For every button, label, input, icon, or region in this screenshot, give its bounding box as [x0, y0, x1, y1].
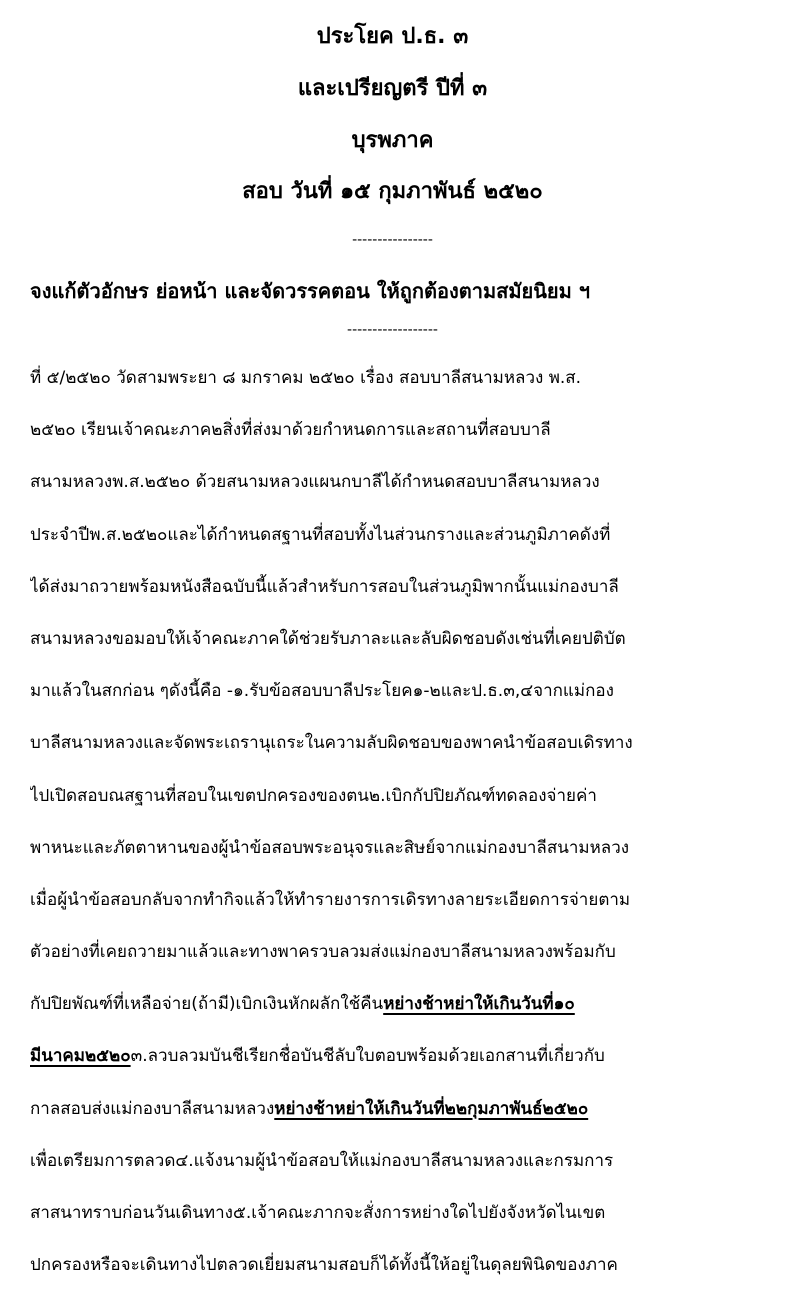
passage-line: ตัวอย่างที่เคยถวายมาแล้วและทางพาครวบลวมส่งแม่กองบาลีสนามหลวงพร้อมกับ: [30, 942, 616, 963]
underlined-deadline: มีนาคม๒๕๒๐: [30, 1046, 131, 1067]
underlined-deadline: หย่างช้าหย่าให้เกินวันที่๑๐: [383, 994, 575, 1015]
title-grade: และเปรียญตรี ปีที่ ๓: [297, 76, 488, 101]
passage-line: มาแล้วในสกก่อน ๆดังนี้คือ -๑.รับข้อสอบบาลีประโยค๑-๒และป.ธ.๓,๔จากแม่กอง: [30, 681, 614, 702]
exam-passage: [30, 364, 757, 1303]
passage-line: [30, 1095, 757, 1147]
passage-line: ปกครองหรือจะเดินทางไปตลวดเยี่ยมสนามสอบก็ได้ทั้งนี้ให้อยู่ในดุลยพินิดของภาค: [30, 1255, 618, 1276]
passage-line: สาสนาทราบก่อนวันเดินทาง๕.เจ้าคณะภากจะสั่งการหย่างใดไปยังจังหวัดไนเขต: [30, 1203, 606, 1223]
passage-line: พาหนะและภัตตาหานของผู้นำข้อสอบพระอนุจรและสิษย์จากแม่กองบาลีสนามหลวง: [30, 837, 630, 858]
passage-line: ได้ส่งมาถวายพร้อมหนังสือฉบับนี้แล้วสำหรับการสอบในส่วนภูมิพากนั้นแม่กองบาลี: [30, 576, 619, 597]
passage-line: บาลีสนามหลวงและจัดพระเถรานุเถระในความลับผิดชอบของพาคนำข้อสอบเดิรทาง: [30, 733, 633, 754]
passage-line: เพื่อเตรียมการตลวด๔.แจ้งนามผู้นำข้อสอบให้แม่กองบาลีสนามหลวงและกรมการ: [30, 1150, 614, 1171]
title-exam-level: ประโยค ป.ธ. ๓: [316, 24, 469, 49]
passage-line: ที่ ๕/๒๕๒๐ วัดสามพระยา ๘ มกราคม ๒๕๒๐ เรื่อง สอบบาลีสนามหลวง พ.ส.: [30, 368, 582, 388]
passage-text: ๓.ลวบลวมบันชีเรียกชื่อบันชีลับใบตอบพร้อมด้วยเอกสานที่เกี่ยวกับ: [130, 1046, 605, 1067]
passage-line: [30, 1042, 757, 1094]
underlined-deadline: หย่างช้าหย่าให้เกินวันที่๒๒กุมภาพันธ์๒๕๒๐: [274, 1098, 589, 1119]
passage-line: [30, 990, 757, 1042]
passage-line: เมื่อผู้นำข้อสอบกลับจากทำกิจแล้วให้ทำรายงารการเดิรทางลายระเอียดการจ่ายตาม: [30, 889, 631, 910]
title-section: บุรพภาค: [351, 128, 434, 153]
passage-text: กัปปิยพัณฑ์ที่เหลือจ่าย(ถ้ามี)เบิกเงินหักผลักใช้คืน: [30, 994, 384, 1015]
passage-line: ไปเปิดสอบณสฐานที่สอบในเขตปกครองของตน๒.เบิกกัปปิยภัณฑ์ทดลองจ่ายค่า: [30, 785, 597, 806]
title-exam-date: สอบ วันที่ ๑๕ กุมภาพันธ์ ๒๕๒๐: [242, 179, 543, 204]
exam-instruction: จงแก้ตัวอักษร ย่อหน้า และจัดวรรคตอน ให้ถูกต้องตามสมัยนิยม ฯ: [30, 279, 591, 303]
passage-line: ๒๕๒๐ เรียนเจ้าคณะภาค๒สิ่งที่ส่งมาด้วยกำหนดการและสถานที่สอบบาลี: [30, 420, 551, 441]
passage-line: สนามหลวงพ.ส.๒๕๒๐ ด้วยสนามหลวงแผนกบาลีได้กำหนดสอบบาลีสนามหลวง: [30, 472, 600, 493]
passage-line: ประจำปีพ.ส.๒๕๒๐และได้กำหนดสฐานที่สอบทั้งไนส่วนกรางและส่วนภูมิภาคดังที่: [30, 524, 611, 545]
separator-long: ------------------: [347, 322, 438, 338]
passage-text: กาลสอบส่งแม่กองบาลีสนามหลวง: [30, 1098, 275, 1119]
passage-line: สนามหลวงขอมอบให้เจ้าคณะภาคใด้ช่วยรับภาละและลับผิดชอบดังเช่นที่เคยปติบัต: [30, 628, 626, 649]
separator-short: ----------------: [352, 232, 433, 248]
